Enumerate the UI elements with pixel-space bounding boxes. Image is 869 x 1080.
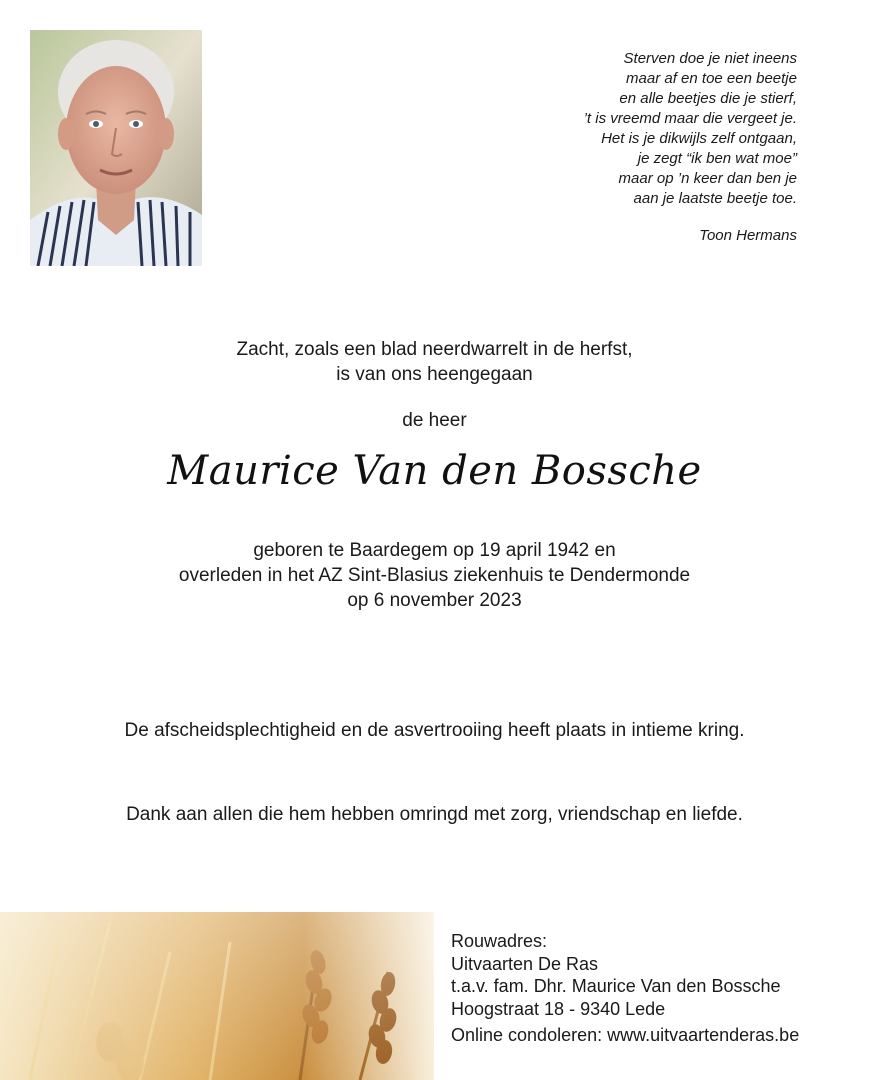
- life-dates: [0, 538, 869, 613]
- poem-line: maar af en toe een beetje: [626, 70, 797, 87]
- deceased-name: Maurice Van den Bossche: [167, 448, 702, 494]
- address-label: Rouwadres:: [451, 931, 548, 951]
- address-company: Uitvaarten De Ras: [451, 953, 599, 974]
- portrait-photo: [30, 30, 202, 266]
- intro-line: Zacht, zoals een blad neerdwarrelt in de herfst,: [236, 339, 633, 360]
- poem-line: Het is je dikwijls zelf ontgaan,: [601, 130, 797, 147]
- address-street: Hoogstraat 18 - 9340 Lede: [451, 998, 666, 1019]
- poem-line: ’t is vreemd maar die vergeet je.: [583, 110, 797, 127]
- intro-line: is van ons heengegaan: [336, 364, 533, 385]
- mourning-address: [451, 930, 799, 1047]
- poem-line: je zegt “ik ben wat moe”: [637, 150, 797, 167]
- honorific: de heer: [402, 410, 467, 431]
- life-dates-line: op 6 november 2023: [347, 590, 522, 611]
- intro-text: [0, 337, 869, 387]
- thanks-text: Dank aan allen die hem hebben omringd met zorg, vriendschap en liefde.: [126, 804, 743, 825]
- poem-author: Toon Hermans: [699, 227, 797, 244]
- wheat-icon: [0, 912, 434, 1080]
- poem-line: aan je laatste beetje toe.: [633, 190, 797, 207]
- wheat-image: [0, 912, 434, 1080]
- ceremony-text: De afscheidsplechtigheid en de asvertrooiing heeft plaats in intieme kring.: [124, 720, 745, 741]
- poem-line: en alle beetjes die je stierf,: [619, 90, 797, 107]
- online-condolence-link[interactable]: Online condoleren: www.uitvaartenderas.be: [451, 1025, 800, 1045]
- poem-line: maar op ’n keer dan ben je: [618, 170, 797, 187]
- life-dates-line: geboren te Baardegem op 19 april 1942 en: [253, 540, 616, 561]
- address-attention: t.a.v. fam. Dhr. Maurice Van den Bossche: [451, 976, 781, 996]
- portrait-icon: [30, 30, 202, 266]
- poem: [477, 49, 797, 246]
- life-dates-line: overleden in het AZ Sint-Blasius ziekenhuis te Dendermonde: [178, 565, 691, 586]
- poem-line: Sterven doe je niet ineens: [623, 50, 797, 67]
